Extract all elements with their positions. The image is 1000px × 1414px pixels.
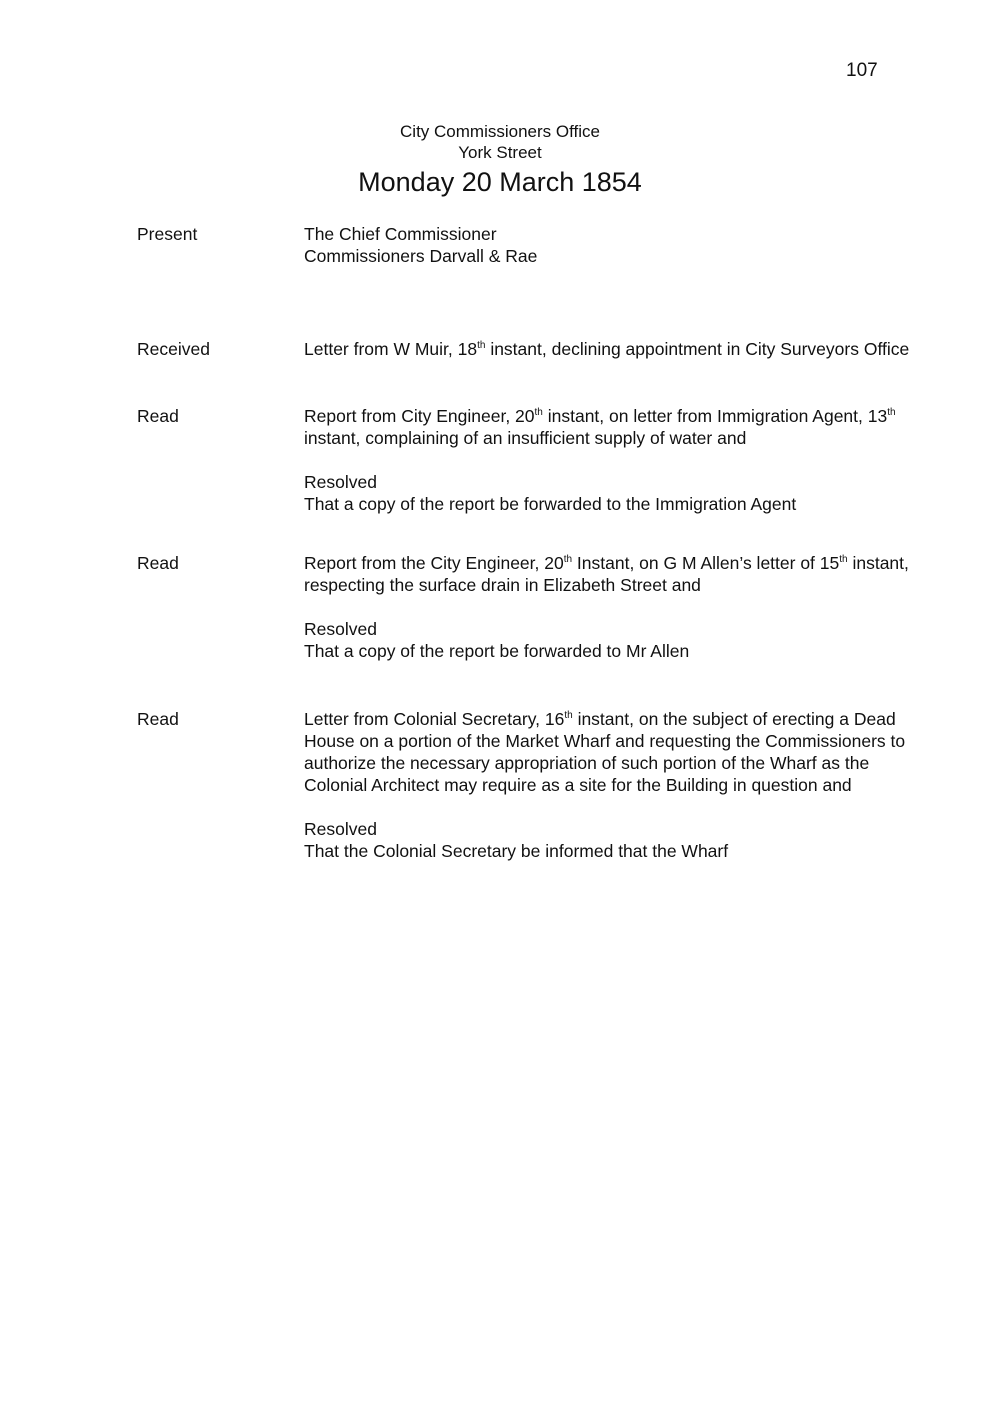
entry-label: Read: [137, 553, 179, 573]
entry-body: [304, 338, 919, 360]
resolution-text: That the Colonial Secretary be informed that the Wharf: [304, 841, 729, 861]
entry-text: Letter from Colonial Secretary, 16th instant, on the subject of erecting a Dead House on a portion of the Market Wharf and requesting the Commissioners to authorize the necessary appropriation of such portion of the Wharf as the Colonial Architect may require as a site for the Building in question and: [304, 709, 906, 795]
entry-body: [304, 405, 919, 515]
entry-body: [304, 708, 919, 862]
entry-body: [304, 552, 919, 662]
resolution-text: That a copy of the report be forwarded to the Immigration Agent: [304, 494, 797, 514]
page-number: 107: [846, 60, 878, 81]
entry-label: Received: [137, 339, 210, 359]
resolved-label: Resolved: [304, 819, 377, 839]
present-line: The Chief Commissioner: [304, 224, 497, 244]
resolution-text: That a copy of the report be forwarded to Mr Allen: [304, 641, 690, 661]
present-line: Commissioners Darvall & Rae: [304, 246, 538, 266]
entry-text: Report from City Engineer, 20th instant, on letter from Immigration Agent, 13th instant, complaining of an insufficient supply of water and: [304, 406, 896, 448]
office-name: City Commissioners Office: [400, 122, 600, 141]
entry-text: Letter from W Muir, 18th instant, declining appointment in City Surveyors Office: [304, 339, 910, 359]
entry-label: Read: [137, 709, 179, 729]
resolved-label: Resolved: [304, 472, 377, 492]
meeting-date: Monday 20 March 1854: [358, 167, 642, 197]
present-list: [304, 223, 919, 267]
office-street: York Street: [458, 143, 542, 162]
resolved-label: Resolved: [304, 619, 377, 639]
entry-label: Read: [137, 406, 179, 426]
minutes-header: [0, 121, 1000, 199]
present-label: Present: [137, 224, 198, 244]
entry-text: Report from the City Engineer, 20th Instant, on G M Allen’s letter of 15th instant, respecting the surface drain in Elizabeth Street and: [304, 553, 909, 595]
